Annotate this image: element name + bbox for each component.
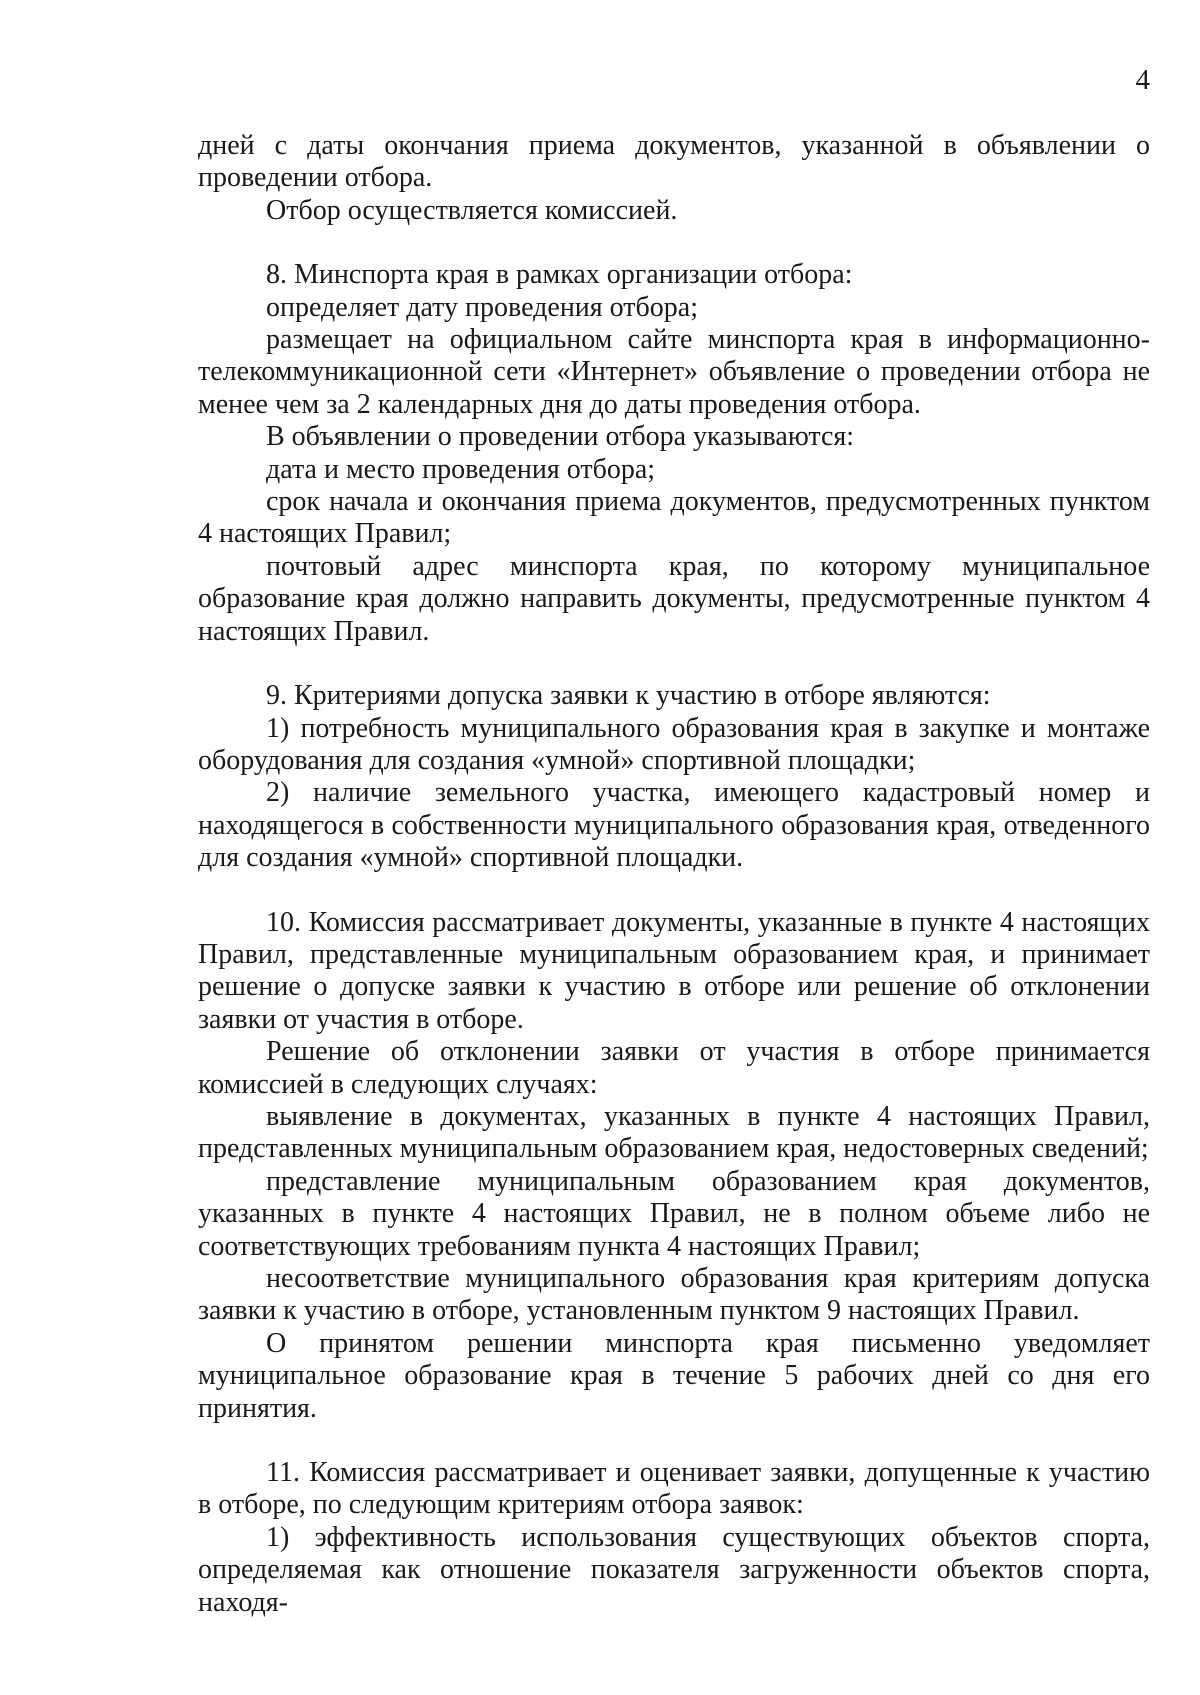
paragraph: 10. Комиссия рассматривает документы, указанные в пункте 4 настоящих Правил, представленные муниципальным образованием края, и принимает решение о допуске заявки к участию в отборе или решение об отклонении заявки от участия в отборе. [198, 906, 1150, 1035]
paragraph: 9. Критериями допуска заявки к участию в отборе являются: [266, 680, 991, 712]
page-number: 4 [1135, 64, 1150, 96]
paragraph: несоответствие муниципального образования края критериям допуска заявки к участию в отборе, установленным пунктом 9 настоящих Правил. [198, 1263, 1150, 1327]
paragraph: 11. Комиссия рассматривает и оценивает заявки, допущенные к участию в отборе, по следующим критериям отбора заявок: [198, 1457, 1150, 1521]
paragraph: дата и место проведения отбора; [266, 453, 656, 485]
document-body [198, 130, 1150, 1619]
paragraph: Отбор осуществляется комиссией. [266, 194, 678, 226]
paragraph: Решение об отклонении заявки от участия в отборе принимается комиссией в следующих случаях: [198, 1036, 1150, 1100]
paragraph: выявление в документах, указанных в пункте 4 настоящих Правил, представленных муниципальным образованием края, недостоверных сведений; [198, 1100, 1150, 1165]
paragraph: срок начала и окончания приема документов, предусмотренных пунктом 4 настоящих Правил; [198, 486, 1150, 550]
paragraph: 1) эффективность использования существующих объектов спорта, определяемая как отношение показателя загруженности объектов спорта, находя- [198, 1521, 1150, 1618]
paragraph: 1) потребность муниципального образования края в закупке и монтаже оборудования для создания «умной» спортивной площадки; [198, 712, 1150, 776]
paragraph: 8. Минспорта края в рамках организации отбора: [266, 259, 853, 291]
paragraph: представление муниципальным образованием края документов, указанных в пункте 4 настоящих Правил, не в полном объеме либо не соответствующих требованиям пункта 4 настоящих Правил; [198, 1165, 1150, 1262]
paragraph: размещает на официальном сайте минспорта края в информационно-телекоммуникационной сети «Интернет» объявление о проведении отбора не менее чем за 2 календарных дня до даты проведения отбора. [198, 324, 1150, 420]
paragraph: почтовый адрес минспорта края, по которому муниципальное образование края должно направить документы, предусмотренные пунктом 4 настоящих Правил. [198, 550, 1150, 647]
paragraph: О принятом решении минспорта края письменно уведомляет муниципальное образование края в течение 5 рабочих дней со дня его принятия. [198, 1327, 1150, 1424]
paragraph: дней с даты окончания приема документов, указанной в объявлении о проведении отбора. [198, 130, 1150, 194]
paragraph: определяет дату проведения отбора; [266, 291, 698, 323]
paragraph: В объявлении о проведении отбора указываются: [266, 421, 855, 453]
paragraph: 2) наличие земельного участка, имеющего кадастровый номер и находящегося в собственности муниципального образования края, отведенного для создания «умной» спортивной площадки. [198, 777, 1150, 874]
